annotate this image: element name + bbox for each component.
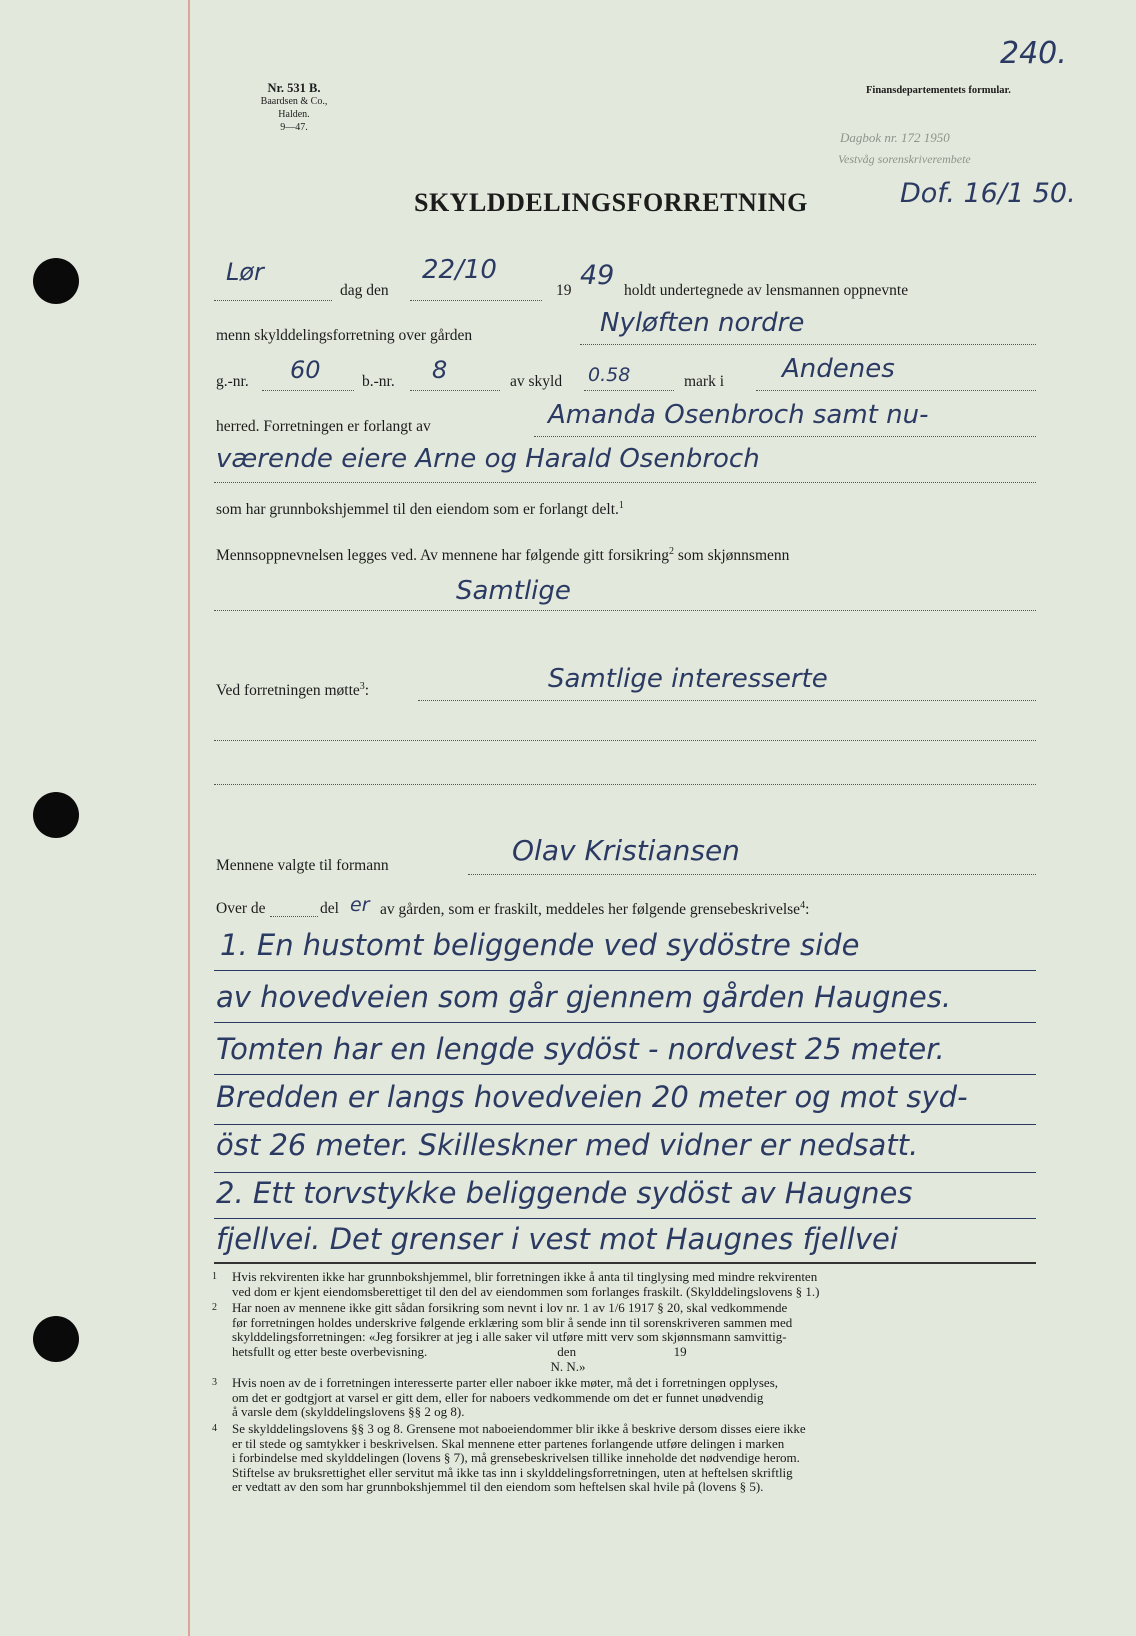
weekday: Lør [226, 258, 264, 286]
footnote-line: skylddelingsforretningen: «Jeg forsikrer at jeg i alle saker vil utføre mitt verv som skjønnsmann samvittig- [232, 1329, 787, 1345]
footnote-line: Hvis noen av de i forretningen interesserte parter eller naboer ikke møter, må det i forretningen opplyses, [232, 1375, 779, 1391]
description-line: 1. En hustomt beliggende ved sydöstre side [220, 928, 860, 962]
skyld-label: av skyld [510, 373, 563, 390]
footnote-line: før forretningen holdes underskrive følgende erklæring som blir å sende inn til sorenskriveren sammen med [232, 1314, 793, 1330]
menns-line-tail: som skjønnsmenn [677, 547, 790, 565]
description-rule [214, 1022, 1036, 1023]
dag-den-label: dag den [340, 282, 389, 299]
fill-line [410, 300, 542, 301]
printer-name: Baardsen & Co., Halden. [260, 96, 328, 120]
fill-line [410, 390, 500, 391]
footnote [212, 1422, 1042, 1495]
description-rule [214, 1218, 1036, 1219]
fill-line [584, 390, 674, 391]
menns-text [216, 546, 789, 565]
description-rule [214, 1124, 1036, 1125]
footnote-line: å varsle dem (skylddelingslovens §§ 2 og 8). [232, 1404, 465, 1420]
herred-label: herred. Forretningen er forlangt av [216, 418, 431, 435]
formann-label: Mennene valgte til formann [216, 857, 389, 874]
footnote-line: er til stede og samtykker i beskrivelsen. Skal mennene etter partenes forlangende utføre delingen i marken [232, 1435, 785, 1451]
fill-line [756, 390, 1036, 391]
description-line: Bredden er langs hovedveien 20 meter og mot syd- [216, 1080, 968, 1114]
year-prefix: 19 [556, 282, 572, 299]
description-line: Tomten har en lengde sydöst - nordvest 25 meter. [216, 1032, 945, 1066]
footnote-body [232, 1301, 792, 1374]
description-line: fjellvei. Det grenser i vest mot Haugnes fjellvei [216, 1222, 898, 1256]
grunnbok-line: som har grunnbokshjemmel til den eiendom som er forlangt delt. [216, 501, 619, 519]
footnote-line: er vedtatt av den som har grunnbokshjemmel til den eiendom som heftelsen skal hvile på (lovens § 5). [232, 1479, 764, 1495]
footnote-ref: 3 [359, 681, 365, 692]
over-tail-text: av gården, som er fraskilt, meddeles her følgende grensebeskrivelse [380, 901, 801, 919]
fill-line [214, 740, 1036, 741]
footnote [212, 1270, 1042, 1299]
footnote-line: ved dom er kjent eiendomsberettiget til den del av eiendommen som forlanges fraskilt. (Skylddelingslovens § 1.) [232, 1283, 820, 1299]
fill-line [214, 610, 1036, 611]
requester-line-2: værende eiere Arne og Harald Osenbroch [216, 444, 760, 474]
office-stamp: Vestvåg sorenskriverembete [838, 152, 971, 166]
bnr-label: b.-nr. [362, 373, 395, 390]
ministry-label: Finansdepartementets formular. [866, 85, 1011, 96]
punch-hole [33, 792, 79, 838]
municipality: Andenes [782, 354, 895, 384]
footnote [212, 1301, 1042, 1374]
footnote-separator [214, 1262, 1036, 1264]
requester-line-1: Amanda Osenbroch samt nu- [548, 400, 929, 430]
footnote-line: Se skylddelingslovens §§ 3 og 8. Grensene mot naboeiendommer blir ikke å beskrive dersom disses eiere ikke [232, 1420, 806, 1436]
over-tail: av gården, som er fraskilt, meddeles her følgende grensebeskrivelse$^4$: [380, 900, 810, 919]
footnote-body [232, 1270, 819, 1299]
footnote-number: 4 [212, 1422, 217, 1434]
bnr-value: 8 [432, 356, 448, 384]
year: 49 [580, 260, 615, 291]
line2-label: menn skylddelingsforretning over gården [216, 327, 473, 344]
footnote-line: hetsfullt og etter beste overbevisning. den 19 [232, 1343, 687, 1359]
del-suffix: er [350, 894, 370, 916]
over-de-label: Over de [216, 900, 266, 917]
footnote [212, 1376, 1042, 1420]
description-line: 2. Ett torvstykke beliggende sydöst av Haugnes [216, 1176, 913, 1210]
red-margin-line [188, 0, 190, 1636]
footnotes [212, 1270, 1042, 1495]
skjonnsmenn-value: Samtlige [456, 576, 571, 606]
footnote-line: om det er godtgjort at varsel er gitt dem, eller for naboers vedkommende om det er funnet unødvendig [232, 1389, 764, 1405]
footnote-ref: 4 [800, 900, 806, 911]
form-info [246, 82, 342, 134]
menns-line: Mennsoppnevnelsen legges ved. Av mennene har følgende gitt forsikring [216, 547, 669, 565]
footnote-body [232, 1422, 806, 1495]
fill-line [468, 874, 1036, 875]
fill-line [418, 700, 1036, 701]
mark-label: mark i [684, 373, 725, 390]
formann-value: Olav Kristiansen [512, 834, 740, 867]
footnote-number: 2 [212, 1302, 217, 1314]
footnote-line: Har noen av mennene ikke gitt sådan forsikring som nevnt i lov nr. 1 av 1/6 1917 § 20, skal vedkommende [232, 1300, 788, 1316]
footnote-line: Hvis rekvirenten ikke har grunnbokshjemmel, blir forretningen ikke å anta til tinglysing med mindre rekvirenten [232, 1269, 818, 1284]
motte-text: Ved forretningen møtte$^3$: [216, 681, 370, 700]
date: 22/10 [422, 255, 497, 285]
del-prefix: del [320, 900, 339, 917]
punch-hole [33, 258, 79, 304]
footnote-line: N. N.» [232, 1358, 586, 1374]
fill-line [534, 436, 1036, 437]
footnote-body [232, 1376, 778, 1420]
document-reference: Dof. 16/1 50. [900, 178, 1076, 209]
page-title: SKYLDDELINGSFORRETNING [414, 188, 808, 217]
description-line: av hovedveien som går gjennem gården Haugnes. [216, 980, 952, 1014]
gnr-label: g.-nr. [216, 373, 249, 390]
motte-label: Ved forretningen møtte [216, 682, 360, 700]
print-date: 9—47. [280, 122, 308, 133]
description-rule [214, 1172, 1036, 1173]
description-rule [214, 970, 1036, 971]
fill-line [214, 300, 332, 301]
fill-line [580, 344, 1036, 345]
footnote-number: 1 [212, 1271, 217, 1282]
footnote-ref: 2 [668, 546, 674, 557]
fill-line [262, 390, 354, 391]
page-number: 240. [1000, 36, 1067, 71]
gnr-value: 60 [290, 356, 321, 384]
motte-value: Samtlige interesserte [548, 664, 828, 694]
description-rule [214, 1074, 1036, 1075]
farm-name: Nyløften nordre [600, 308, 805, 338]
grunnbok-text [216, 500, 624, 519]
punch-hole [33, 1316, 79, 1362]
fill-line [214, 784, 1036, 785]
line1-tail: holdt undertegnede av lensmannen oppnevnte [624, 282, 909, 299]
fill-line [270, 916, 318, 917]
skyld-value: 0.58 [588, 364, 631, 386]
form-number: Nr. 531 B. [267, 81, 321, 95]
fill-line [214, 482, 1036, 483]
footnote-ref: 1 [618, 500, 624, 511]
description-line: öst 26 meter. Skilleskner med vidner er nedsatt. [216, 1128, 919, 1162]
footnote-line: Stiftelse av bruksrettighet eller servitut må ikke tas inn i skylddelingsforretningen, uten at heftelsen skriftlig [232, 1464, 793, 1480]
footnote-line: i forbindelse med skylddelingen (lovens § 7), må grensebeskrivelsen tillike inneholde det nødvendige herom. [232, 1450, 800, 1466]
footnote-number: 3 [212, 1377, 217, 1389]
journal-stamp: Dagbok nr. 172 1950 [840, 130, 950, 145]
